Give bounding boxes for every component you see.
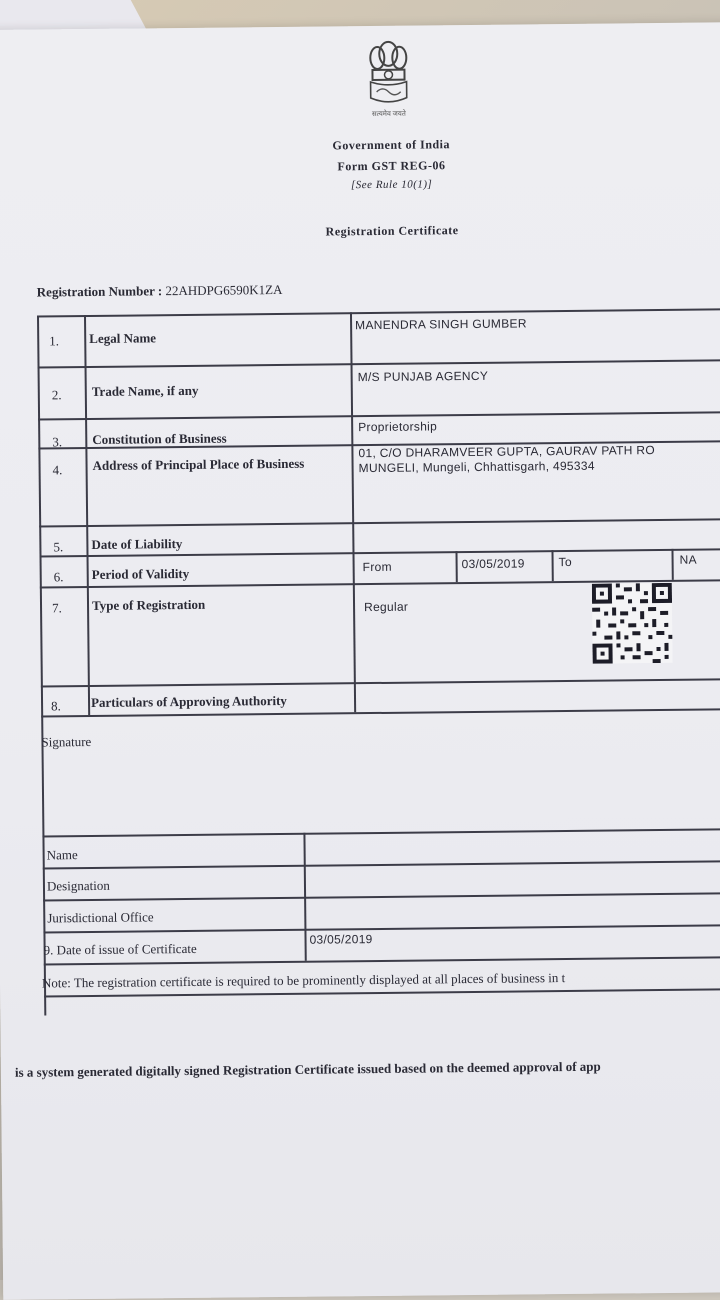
qr-code-icon [592, 583, 673, 664]
table-border [551, 550, 553, 581]
designation-label: Designation [46, 877, 110, 894]
certificate-title: Registration Certificate [325, 223, 459, 239]
constitution-label: Constitution of Business [92, 430, 227, 447]
signature-label: Signature [41, 733, 92, 750]
state-emblem-icon [360, 36, 417, 111]
issue-date-label: 9. Date of issue of Certificate [43, 940, 197, 958]
table-border [455, 551, 457, 582]
table-border [41, 678, 720, 687]
constitution-value: Proprietorship [358, 419, 438, 435]
row-number: 2. [51, 387, 62, 403]
table-border [37, 308, 720, 317]
name-label: Name [46, 847, 78, 863]
row-number: 7. [51, 600, 62, 616]
form-heading: Form GST REG-06 [337, 158, 446, 174]
validity-from-value: 03/05/2019 [461, 556, 525, 572]
table-border [84, 315, 90, 715]
registration-number-label: Registration Number : [36, 283, 163, 300]
legal-name-label: Legal Name [89, 330, 157, 346]
row-number: 6. [53, 569, 64, 585]
legal-name-value: MANENDRA SINGH GUMBER [355, 316, 527, 333]
rule-reference: [See Rule 10(1)] [350, 178, 433, 192]
address-value-line2: MUNGELI, Mungeli, Chhattisgarh, 495334 [358, 458, 595, 476]
issue-date-value: 03/05/2019 [309, 932, 373, 947]
date-of-liability-label: Date of Liability [91, 536, 183, 552]
row-number: 1. [49, 333, 60, 349]
validity-to-label: To [558, 554, 572, 570]
table-border [43, 892, 720, 901]
table-border [350, 312, 356, 712]
type-of-registration-label: Type of Registration [91, 596, 206, 613]
table-border [671, 549, 673, 580]
table-border [38, 411, 720, 420]
emblem-caption: सत्यमेव जयते [371, 109, 406, 119]
validity-from-label: From [362, 559, 392, 575]
type-of-registration-value: Regular [363, 599, 409, 615]
display-note: Note: The registration certificate is required to be prominently displayed at all places of business in t [41, 970, 566, 991]
table-border [39, 518, 720, 527]
table-border [42, 828, 720, 837]
row-number: 4. [52, 462, 63, 478]
table-border [43, 924, 720, 933]
certificate-page [0, 22, 720, 1300]
jurisdictional-office-label: Jurisdictional Office [47, 909, 154, 926]
row-number: 8. [51, 698, 61, 714]
trade-name-label: Trade Name, if any [91, 382, 199, 399]
system-generated-note: is a system generated digitally signed Registration Certificate issued based on the deemed approval of app [14, 1058, 601, 1080]
row-number: 3. [52, 434, 63, 450]
address-value-line1: 01, C/O DHARAMVEER GUPTA, GAURAV PATH RO [358, 443, 656, 461]
registration-number [37, 282, 283, 301]
validity-to-value: NA [679, 552, 697, 567]
table-border [43, 860, 720, 869]
address-label: Address of Principal Place of Business [92, 455, 305, 473]
period-of-validity-label: Period of Validity [91, 565, 190, 582]
row-number: 5. [53, 539, 64, 555]
trade-name-value: M/S PUNJAB AGENCY [357, 368, 489, 385]
table-border [38, 359, 720, 368]
registration-number-value: 22AHDPG6590K1ZA [165, 281, 283, 299]
approving-authority-label: Particulars of Approving Authority [90, 692, 287, 710]
government-heading: Government of India [332, 137, 451, 153]
table-border [37, 316, 46, 1016]
table-border [44, 956, 720, 965]
